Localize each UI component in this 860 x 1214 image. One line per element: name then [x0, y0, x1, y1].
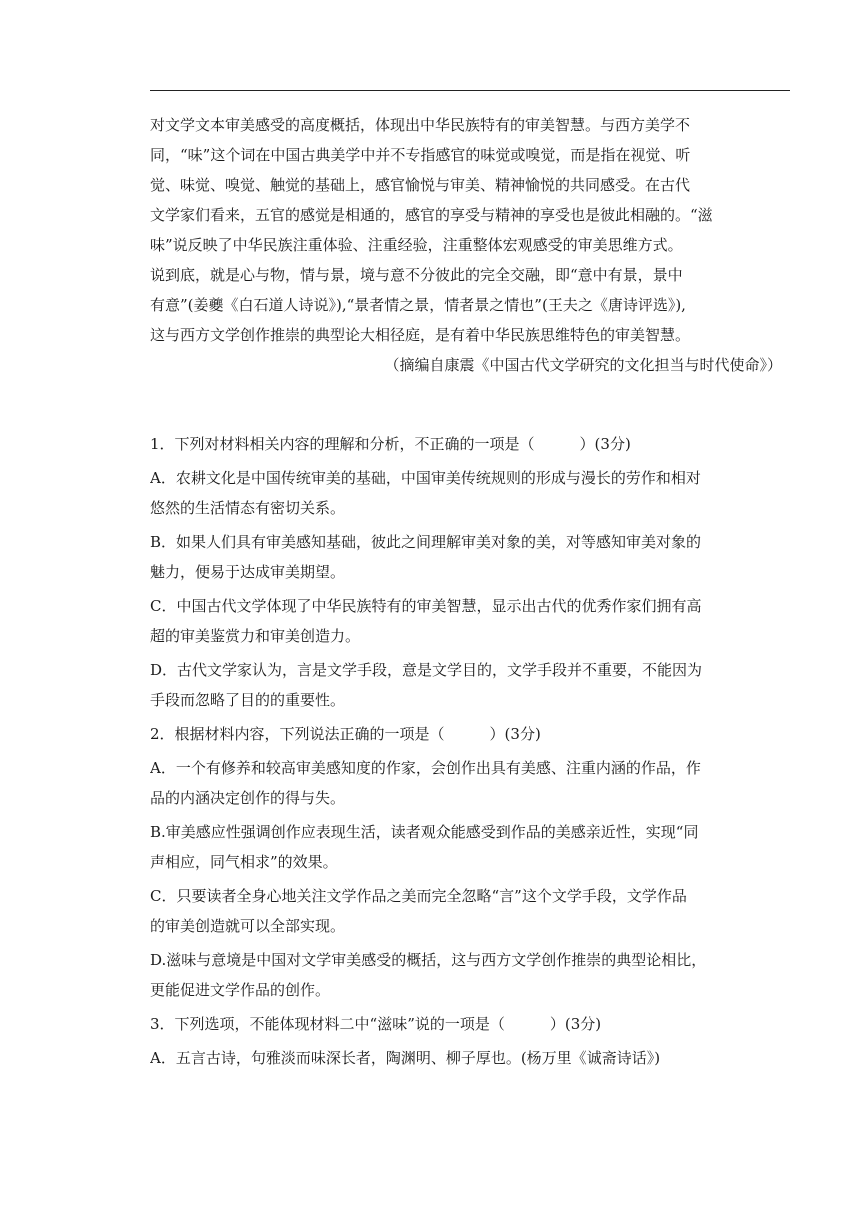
- option-line: 的审美创造就可以全部实现。: [150, 917, 346, 935]
- option-a[interactable]: [150, 463, 790, 523]
- question-2: [150, 719, 790, 1005]
- option-b[interactable]: [150, 527, 790, 587]
- option-d[interactable]: [150, 945, 790, 1005]
- option-line: 手段而忽略了目的的重要性。: [150, 691, 346, 709]
- question-stem: 3．下列选项，不能体现材料二中“滋味”说的一项是（ ）(3分): [150, 1015, 602, 1033]
- section-gap: [150, 380, 790, 425]
- option-line: 超的审美鉴赏力和审美创造力。: [150, 627, 361, 645]
- option-line: B．如果人们具有审美感知基础，彼此之间理解审美对象的美，对等感知审美对象的: [150, 533, 702, 551]
- passage-source: （摘编自康震《中国古代文学研究的文化担当与时代使命》）: [384, 356, 782, 374]
- option-line: A．五言古诗，句雅淡而味深长者，陶渊明、柳子厚也。(杨万里《诚斋诗话》): [150, 1049, 661, 1067]
- option-line: C．中国古代文学体现了中华民族特有的审美智慧，显示出古代的优秀作家们拥有高: [150, 597, 702, 615]
- passage-line: 同，“味”这个词在中国古典美学中并不专指感官的味觉或嗅觉，而是指在视觉、听: [150, 146, 691, 164]
- passage-line: 有意”(姜夔《白石道人诗说》),“景者情之景，情者景之情也”(王夫之《唐诗评选》),: [150, 296, 686, 314]
- option-line: 声相应，同气相求”的效果。: [150, 853, 338, 871]
- passage-line: 对文学文本审美感受的高度概括，体现出中华民族特有的审美智慧。与西方美学不: [150, 116, 691, 134]
- passage-paragraph: [150, 110, 790, 350]
- option-line: 悠然的生活情态有密切关系。: [150, 499, 346, 517]
- option-c[interactable]: [150, 591, 790, 651]
- option-a[interactable]: [150, 1043, 790, 1073]
- option-line: 品的内涵决定创作的得与失。: [150, 789, 346, 807]
- passage-line: 觉、味觉、嗅觉、触觉的基础上，感官愉悦与审美、精神愉悦的共同感受。在古代: [150, 176, 691, 194]
- header-rule: [150, 90, 790, 91]
- option-line: C．只要读者全身心地关注文学作品之美而完全忽略“言”这个文学手段，文学作品: [150, 887, 687, 905]
- passage-line: 文学家们看来，五官的感觉是相通的，感官的享受与精神的享受也是彼此相融的。“滋: [150, 206, 713, 224]
- question-1: [150, 429, 790, 715]
- option-a[interactable]: [150, 753, 790, 813]
- question-stem: 1．下列对材料相关内容的理解和分析，不正确的一项是（ ）(3分): [150, 435, 631, 453]
- option-d[interactable]: [150, 655, 790, 715]
- question-stem: 2．根据材料内容，下列说法正确的一项是（ ）(3分): [150, 725, 541, 743]
- option-line: A．农耕文化是中国传统审美的基础，中国审美传统规则的形成与漫长的劳作和相对: [150, 469, 701, 487]
- passage-line: 味”说反映了中华民族注重体验、注重经验，注重整体宏观感受的审美思维方式。: [150, 236, 683, 254]
- question-3: [150, 1009, 790, 1073]
- document-content: [150, 110, 790, 1073]
- passage-line: 说到底，就是心与物，情与景，境与意不分彼此的完全交融，即“意中有景，景中: [150, 266, 683, 284]
- option-line: D.滋味与意境是中国对文学审美感受的概括，这与西方文学创作推崇的典型论相比，: [150, 951, 707, 969]
- option-line: 更能促进文学作品的创作。: [150, 981, 331, 999]
- passage-line: 这与西方文学创作推崇的典型论大相径庭，是有着中华民族思维特色的审美智慧。: [150, 326, 691, 344]
- option-line: D．古代文学家认为，言是文学手段，意是文学目的，文学手段并不重要，不能因为: [150, 661, 703, 679]
- option-line: A．一个有修养和较高审美感知度的作家，会创作出具有美感、注重内涵的作品，作: [150, 759, 701, 777]
- option-b[interactable]: [150, 817, 790, 877]
- option-line: 魅力，便易于达成审美期望。: [150, 563, 346, 581]
- option-c[interactable]: [150, 881, 790, 941]
- option-line: B.审美感应性强调创作应表现生活，读者观众能感受到作品的美感亲近性，实现“同: [150, 823, 699, 841]
